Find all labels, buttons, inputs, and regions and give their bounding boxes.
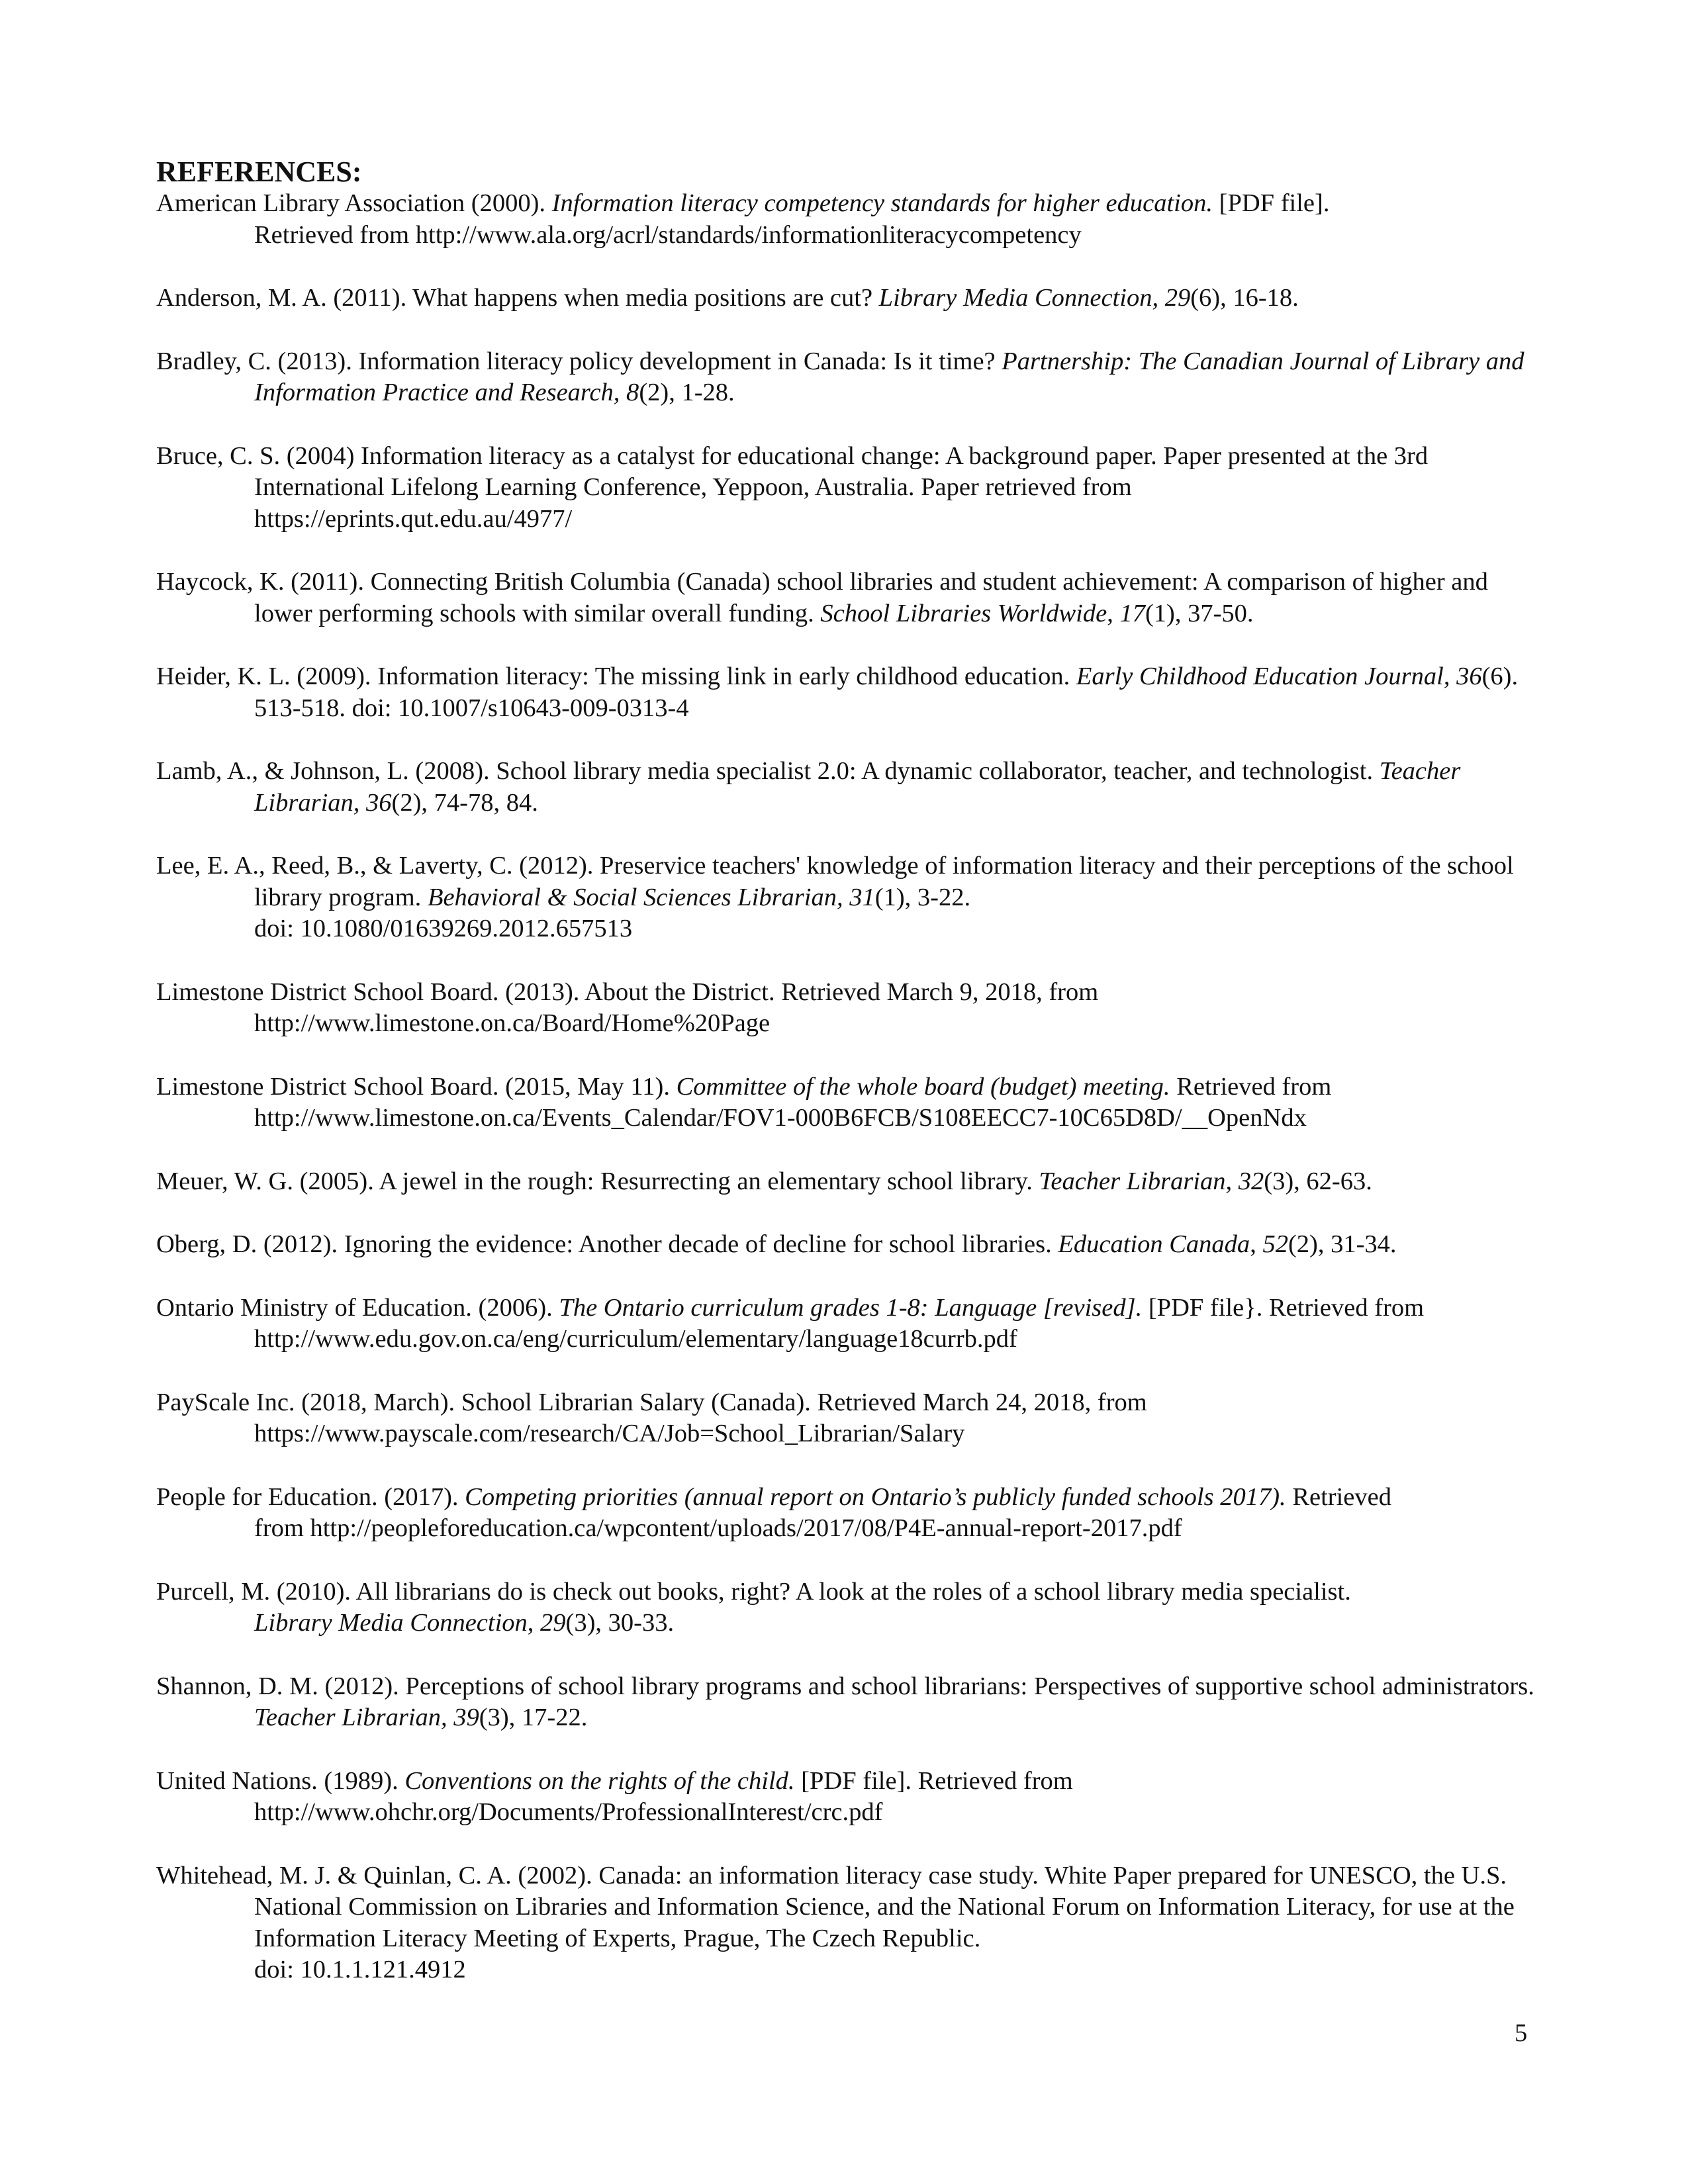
reference-entry [156, 661, 1540, 724]
reference-entry [156, 1860, 1540, 1986]
reference-italic-text: Early Childhood Education Journal, 36 [1076, 662, 1482, 690]
reference-entry [156, 441, 1540, 535]
reference-text: http://www.limestone.on.ca/Events_Calendar/FOV1-000B6FCB/S108EECC7-10C65D8D/__OpenNdx [254, 1104, 1307, 1132]
reference-text: [PDF file]. Retrieved from [794, 1766, 1073, 1795]
reference-italic-text: Teacher Librarian, 39 [254, 1704, 479, 1731]
reference-entry [156, 346, 1540, 409]
reference-text: Whitehead, M. J. & Quinlan, C. A. (2002). Canada: an information literacy case study. White Paper prepared for UNESCO, the U.S. National Commission on Libraries and Information Science, and the National Forum on Information Literacy, for use at the Information Literacy Meeting of Experts, Prague, The Czech Republic. [156, 1861, 1515, 1952]
reference-entry [156, 1166, 1540, 1198]
reference-text: http://www.limestone.on.ca/Board/Home%20Page [254, 1009, 771, 1037]
reference-text: Limestone District School Board. (2015, May 11). [156, 1072, 677, 1101]
reference-entry [156, 1671, 1540, 1734]
reference-text: from http://peopleforeducation.ca/wpcontent/uploads/2017/08/P4E-annual-report-2017.pdf [254, 1514, 1182, 1542]
reference-text: Limestone District School Board. (2013). About the District. Retrieved March 9, 2018, from [156, 978, 1099, 1006]
reference-entry [156, 567, 1540, 629]
reference-text: [PDF file]. [1213, 189, 1330, 217]
reference-entry [156, 283, 1540, 314]
reference-italic-text: Conventions on the rights of the child. [404, 1766, 795, 1795]
reference-italic-text: Information literacy competency standards for higher education. [551, 189, 1213, 217]
reference-italic-text: School Libraries Worldwide [820, 599, 1107, 627]
reference-text: Heider, K. L. (2009). Information literacy: The missing link in early childhood education. [156, 662, 1076, 690]
reference-italic-text: Committee of the whole board (budget) meeting. [676, 1072, 1170, 1101]
reference-entry [156, 1229, 1540, 1261]
reference-entry [156, 850, 1540, 945]
reference-text: Retrieved from [1170, 1072, 1332, 1101]
reference-text: doi: 10.1.1.121.4912 [254, 1956, 466, 1983]
reference-text: People for Education. (2017). [156, 1482, 465, 1511]
reference-text: , [527, 1609, 541, 1637]
reference-text: Oberg, D. (2012). Ignoring the evidence: Another decade of decline for school libraries. [156, 1230, 1058, 1258]
reference-text: (2), 1-28. [639, 379, 735, 406]
reference-entry [156, 188, 1540, 251]
reference-text: https://eprints.qut.edu.au/4977/ [254, 504, 573, 533]
reference-text: Haycock, K. (2011). Connecting British Columbia (Canada) school libraries and student achievement: A comparison of higher and lower performing schools with similar overall funding. [156, 568, 1488, 627]
reference-text: (3), 30-33. [565, 1609, 675, 1637]
reference-entry [156, 1071, 1540, 1134]
reference-text: (2), 74-78, 84. [391, 788, 538, 817]
reference-entry [156, 1293, 1540, 1355]
reference-text: [PDF file}. Retrieved from [1142, 1293, 1425, 1322]
reference-italic-text: 29 [540, 1609, 566, 1637]
reference-text: (2), 31-34. [1288, 1230, 1397, 1258]
reference-entry [156, 1766, 1540, 1829]
reference-text: Shannon, D. M. (2012). Perceptions of school library programs and school librarians: Perspectives of supportive school administrators. [156, 1672, 1534, 1700]
reference-text: Bruce, C. S. (2004) Information literacy as a catalyst for educational change: A background paper. Paper presented at the 3rd International Lifelong Learning Conference, Yeppoon, Australia. Paper retrieved from [156, 441, 1429, 501]
reference-entry [156, 1482, 1540, 1545]
reference-text: (1), 3-22. [874, 883, 971, 911]
reference-text: , [1107, 599, 1120, 627]
reference-text: United Nations. (1989). [156, 1766, 405, 1795]
reference-italic-text: 17 [1119, 599, 1145, 627]
reference-text: http://www.edu.gov.on.ca/eng/curriculum/elementary/language18currb.pdf [254, 1325, 1017, 1353]
reference-entry [156, 756, 1540, 819]
reference-entry [156, 1387, 1540, 1450]
reference-text: Purcell, M. (2010). All librarians do is check out books, right? A look at the roles of a school library media specialist. [156, 1577, 1351, 1606]
reference-entry [156, 1576, 1540, 1639]
reference-text: , [1250, 1230, 1263, 1258]
reference-text: (3), 62-63. [1264, 1167, 1372, 1195]
reference-text: PayScale Inc. (2018, March). School Librarian Salary (Canada). Retrieved March 24, 2018, from [156, 1388, 1147, 1416]
reference-text: Bradley, C. (2013). Information literacy policy development in Canada: Is it time? [156, 347, 1002, 375]
reference-italic-text: 52 [1262, 1230, 1288, 1258]
reference-text: doi: 10.1080/01639269.2012.657513 [254, 915, 633, 942]
reference-list [156, 188, 1540, 1986]
reference-italic-text: Partnership: The Canadian Journal of Library and Information Practice and Research, 8 [254, 347, 1524, 406]
reference-text: (6). 513-518. doi: 10.1007/s10643-009-0313-4 [254, 662, 1519, 722]
references-page [156, 156, 1540, 2018]
reference-italic-text: Teacher Librarian, 32 [1039, 1167, 1264, 1195]
reference-italic-text: Behavioral & Social Sciences Librarian, 31 [427, 883, 875, 911]
reference-text: (3), 17-22. [479, 1704, 588, 1731]
reference-text: https://www.payscale.com/research/CA/Job=School_Librarian/Salary [254, 1420, 965, 1447]
reference-text: (6), 16-18. [1190, 284, 1299, 312]
reference-text: http://www.ohchr.org/Documents/ProfessionalInterest/crc.pdf [254, 1798, 883, 1826]
reference-text: Anderson, M. A. (2011). What happens when media positions are cut? [156, 284, 879, 312]
reference-text: Lee, E. A., Reed, B., & Laverty, C. (2012). Preservice teachers' knowledge of information literacy and their perceptions of the school library program. [156, 852, 1514, 911]
reference-entry [156, 977, 1540, 1040]
reference-text: Retrieved from http://www.ala.org/acrl/standards/informationliteracycompetency [254, 220, 1082, 249]
reference-italic-text: Library Media Connection [254, 1609, 528, 1637]
reference-text: (1), 37-50. [1145, 599, 1254, 627]
reference-italic-text: Competing priorities (annual report on Ontario’s publicly funded schools 2017). [465, 1482, 1286, 1511]
reference-text: Meuer, W. G. (2005). A jewel in the rough: Resurrecting an elementary school library. [156, 1167, 1039, 1195]
page-number: 5 [1515, 2019, 1528, 2047]
reference-text: American Library Association (2000). [156, 189, 552, 217]
reference-text: Lamb, A., & Johnson, L. (2008). School library media specialist 2.0: A dynamic collaborator, teacher, and technologist. [156, 757, 1380, 785]
reference-text: Retrieved [1286, 1482, 1391, 1511]
reference-italic-text: Library Media Connection, 29 [878, 284, 1191, 312]
reference-text: Ontario Ministry of Education. (2006). [156, 1293, 559, 1322]
reference-italic-text: Education Canada [1058, 1230, 1250, 1258]
reference-italic-text: Teacher Librarian, 36 [254, 757, 1461, 817]
reference-italic-text: The Ontario curriculum grades 1-8: Language [revised]. [559, 1293, 1143, 1322]
references-heading: REFERENCES: [156, 156, 362, 188]
